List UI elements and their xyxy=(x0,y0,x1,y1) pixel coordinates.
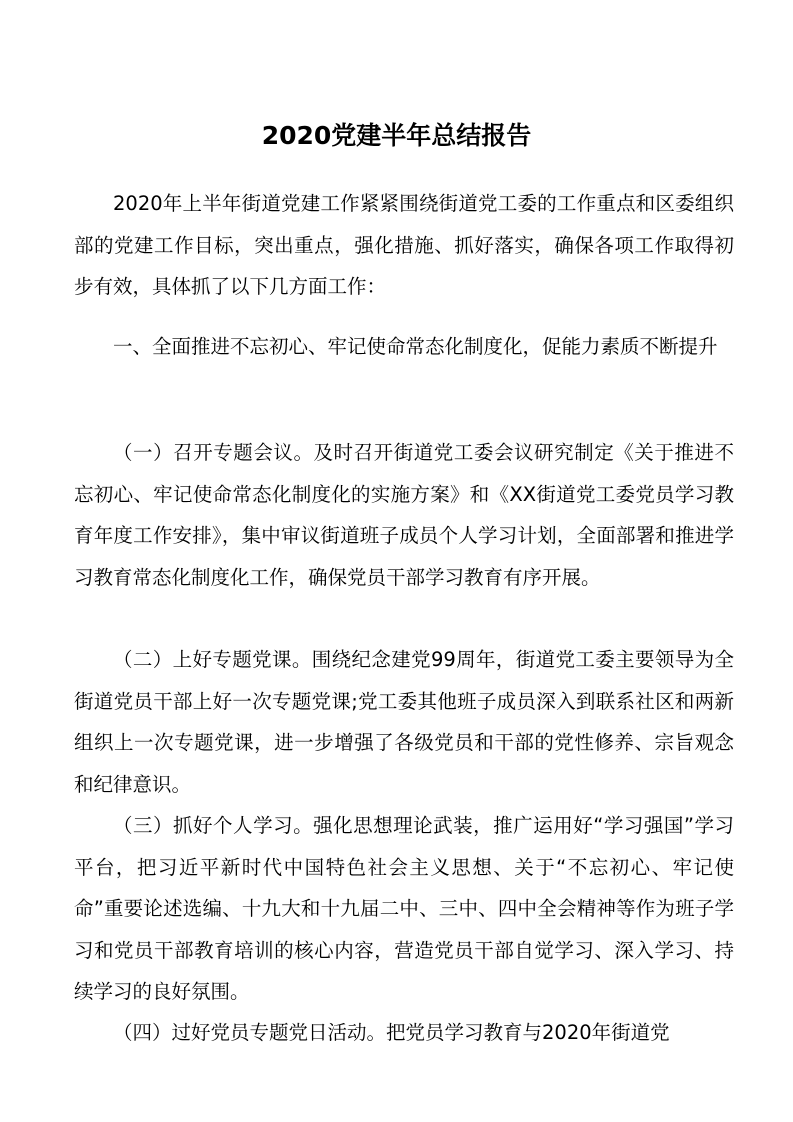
intro-paragraph: 2020年上半年街道党建工作紧紧围绕街道党工委的工作重点和区委组织部的党建工作目标，突出重点，强化措施、抓好落实，确保各项工作取得初步有效，具体抓了以下几方面工作： xyxy=(74,192,734,298)
paragraph-item-1: （一）召开专题会议。及时召开街道党工委会议研究制定《关于推进不忘初心、牢记使命常态化制度化的实施方案》和《XX街道党工委党员学习教育年度工作安排》，集中审议街道班子成员个人学习计划，全面部署和推进学习教育常态化制度化工作，确保党员干部学习教育有序开展。 xyxy=(74,441,734,589)
document-title: 2020党建半年总结报告 xyxy=(261,121,532,150)
paragraph-item-4: （四）过好党员专题党日活动。把党员学习教育与2020年街道党 xyxy=(113,1021,670,1044)
paragraph-item-2: （二）上好专题党课。围绕纪念建党99周年，街道党工委主要领导为全街道党员干部上好一次专题党课;党工委其他班子成员深入到联系社区和两新组织上一次专题党课，进一步增强了各级党员和干部的党性修养、宗旨观念和纪律意识。 xyxy=(74,648,734,796)
paragraph-item-3: （三）抓好个人学习。强化思想理论武装，推广运用好“学习强国”学习平台，把习近平新时代中国特色社会主义思想、关于“不忘初心、牢记使命”重要论述选编、十九大和十九届二中、三中、四中全会精神等作为班子学习和党员干部教育培训的核心内容，营造党员干部自觉学习、深入学习、持续学习的良好氛围。 xyxy=(74,814,734,1003)
section-heading-1: 一、全面推进不忘初心、牢记使命常态化制度化，促能力素质不断提升 xyxy=(113,335,718,358)
